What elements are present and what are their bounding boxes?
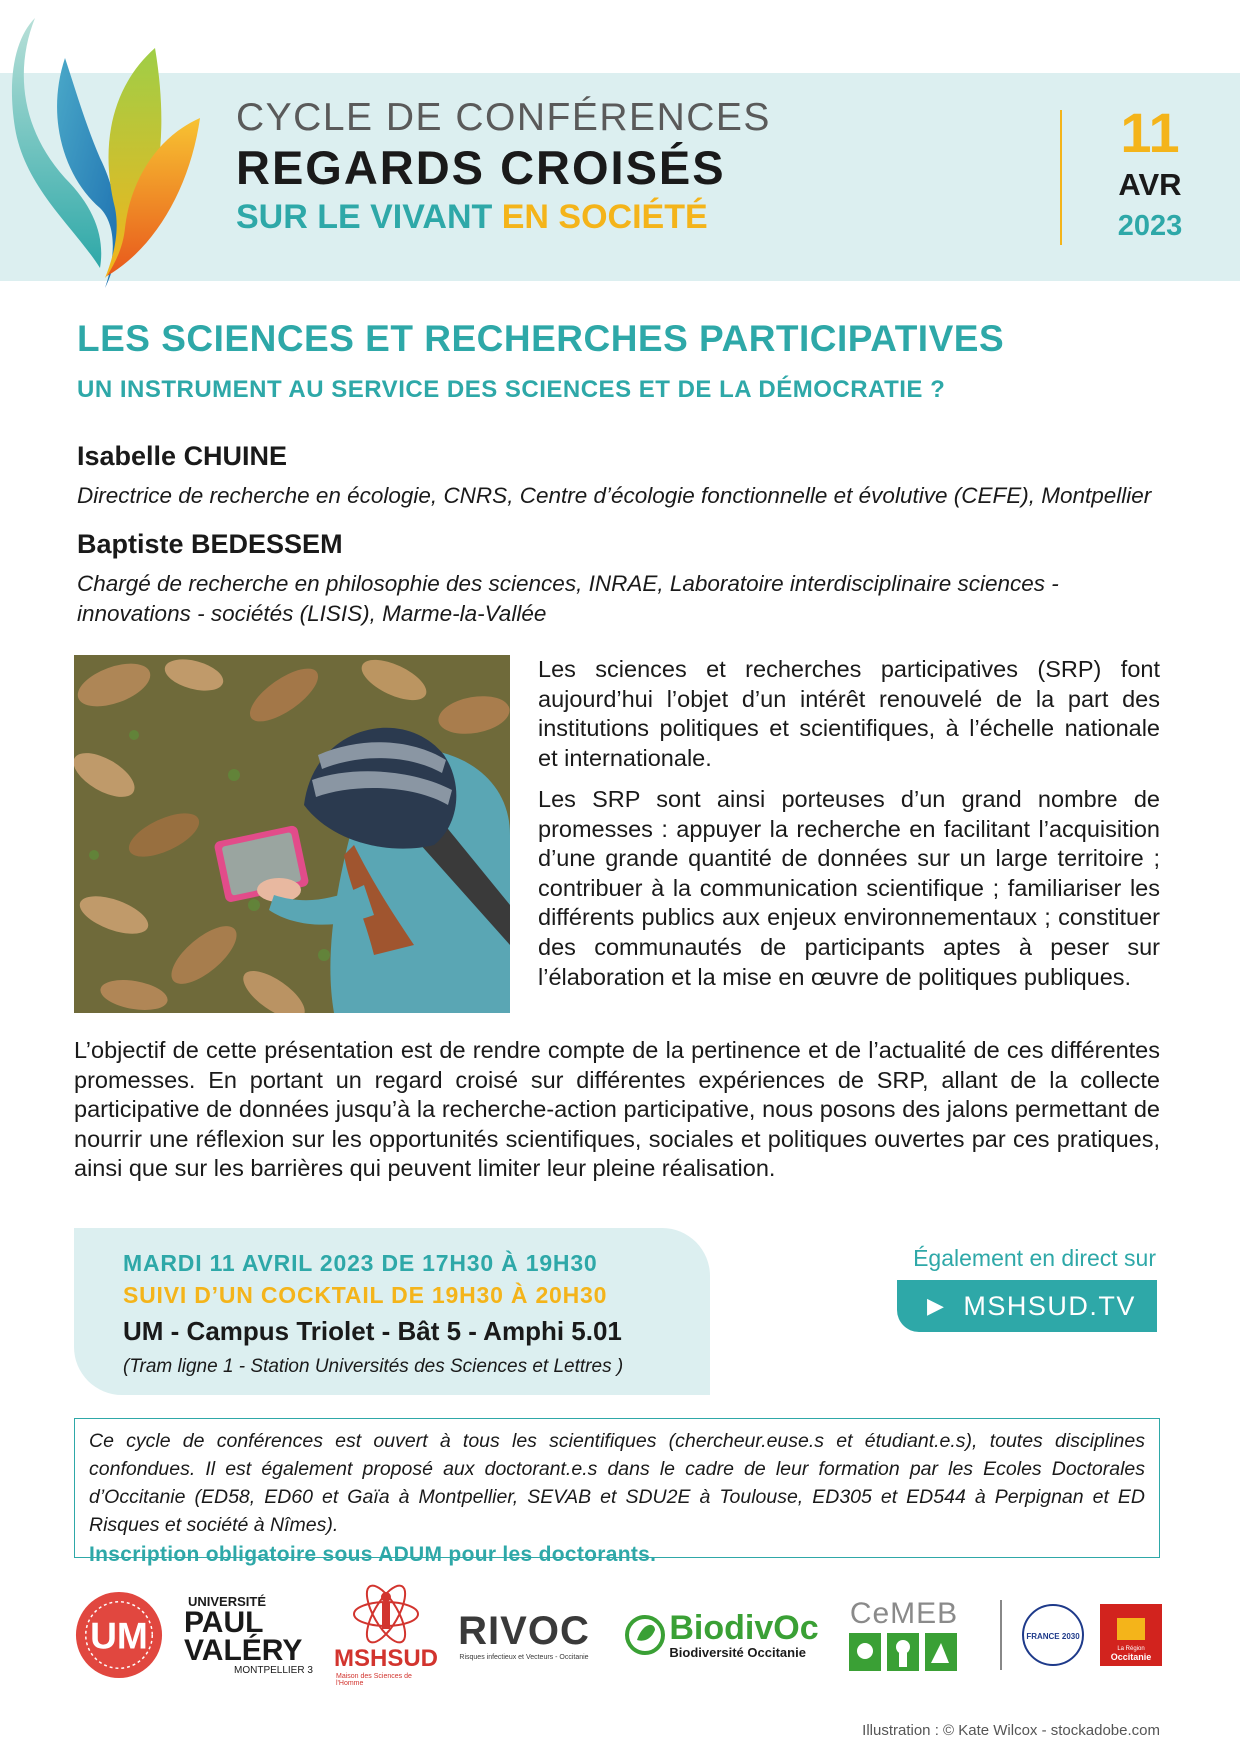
upv-main2: VALÉRY bbox=[184, 1634, 303, 1667]
upv-top: UNIVERSITÉ bbox=[188, 1594, 267, 1609]
info-box bbox=[74, 1418, 1160, 1566]
illustration-photo bbox=[74, 655, 510, 1013]
body-paragraph: Les sciences et recherches participatives (SRP) font aujourd’hui l’objet d’un intérêt renouvelé de la part des institutions politiques et scientifiques, à l’échelle nationale et internationale. bbox=[538, 656, 1160, 771]
info-registration: Inscription obligatoire sous ADUM pour les doctorants. bbox=[89, 1543, 657, 1566]
cycle-title: CYCLE DE CONFÉRENCES bbox=[236, 96, 771, 139]
mshsud-logo bbox=[334, 1580, 439, 1690]
logos-divider bbox=[1000, 1600, 1002, 1670]
speaker-name: Baptiste BEDESSEM bbox=[77, 529, 343, 559]
um-logo-text: UM bbox=[90, 1614, 148, 1657]
live-label: Également en direct sur bbox=[913, 1245, 1156, 1271]
talk-subtitle: UN INSTRUMENT AU SERVICE DES SCIENCES ET DE LA DÉMOCRATIE ? bbox=[77, 376, 946, 403]
occitanie-text: Occitanie bbox=[1110, 1652, 1152, 1662]
play-icon: ▶ bbox=[927, 1293, 946, 1318]
body-paragraph: Les SRP sont ainsi porteuses d’un grand nombre de promesses : appuyer la recherche en facilitant l’acquisition d’une grande quantité de données sur un large territoire ; contribuer à la communication scientifique ; familiariser les différents publics aux enjeux environnementaux ; constituer des communautés de participants aptes à peser sur l’élaboration et la mise en œuvre de politiques publiques. bbox=[538, 786, 1160, 990]
event-cocktail: SUIVI D’UN COCKTAIL DE 19H30 À 20H30 bbox=[123, 1282, 608, 1308]
um-logo bbox=[74, 1580, 164, 1690]
biodivoc-logo bbox=[622, 1580, 822, 1690]
france-2030-logo bbox=[1016, 1580, 1090, 1690]
cemeb-logo bbox=[844, 1580, 964, 1690]
info-text: Ce cycle de conférences est ouvert à tous les scientifiques (chercheur.euse.s et étudiant.e.s), toutes disciplines confondues. Il est également proposé aux doctorant.e.s dans le cadre de leur formation par les Ecoles Doctorales d’Occitanie (ED58, ED60 et Gaïa à Montpellier, SEVAB et SDU2E à Toulouse, ED305 et ED544 à Perpignan et ED Risques et société à Nîmes). bbox=[89, 1430, 1145, 1536]
cemeb-tiles-icon bbox=[849, 1631, 959, 1673]
leaves-logo-icon bbox=[5, 8, 205, 298]
biodivoc-text: BiodivOc bbox=[669, 1608, 819, 1647]
occitanie-cross-icon bbox=[1117, 1618, 1145, 1640]
speaker-role: Directrice de recherche en écologie, CNRS, Centre d’écologie fonctionnelle et évolutive (CEFE), Montpellier bbox=[77, 483, 1152, 508]
series-subtitle-part1: SUR LE VIVANT bbox=[236, 198, 502, 236]
france-2030-text: FRANCE 2030 bbox=[1026, 1632, 1080, 1641]
biodivoc-leaf-icon bbox=[625, 1610, 665, 1660]
event-location: UM - Campus Triolet - Bât 5 - Amphi 5.01 bbox=[123, 1316, 622, 1346]
event-transport: (Tram ligne 1 - Station Universités des Sciences et Lettres ) bbox=[123, 1356, 624, 1377]
date-day: 11 bbox=[1120, 101, 1180, 164]
mshsud-tv-button[interactable] bbox=[897, 1280, 1157, 1332]
occitanie-logo bbox=[1098, 1580, 1164, 1690]
event-datetime: MARDI 11 AVRIL 2023 DE 17H30 À 19H30 bbox=[123, 1250, 598, 1276]
cemeb-text: CeMEB bbox=[849, 1597, 959, 1630]
mshsud-text: MSHSUD bbox=[334, 1645, 439, 1672]
illustration-credit: Illustration : © Kate Wilcox - stockadobe.com bbox=[862, 1722, 1160, 1739]
speaker-name: Isabelle CHUINE bbox=[77, 441, 288, 471]
rivoc-sub: Risques infectieux et Vecteurs - Occitanie bbox=[459, 1654, 589, 1661]
partner-logos bbox=[74, 1580, 1164, 1690]
series-subtitle-part2: EN SOCIÉTÉ bbox=[501, 198, 708, 236]
rivoc-logo bbox=[454, 1580, 594, 1690]
biodivoc-sub: Biodiversité Occitanie bbox=[669, 1644, 806, 1660]
body-paragraph: L’objectif de cette présentation est de rendre compte de la pertinence et de l’actualité de ces différentes promesses. En portant un regard croisé sur différentes expériences de SRP, allant de la collecte participative de données jusqu’à la recherche-action participative, nous posons des jalons permettant de nourrir une réflexion sur les opportunités scientifiques, sociales et politiques ouvertes par ces pratiques, ainsi que sur les barrières qui peuvent limiter leur pleine réalisation. bbox=[74, 1037, 1160, 1182]
upv-main1: PAUL bbox=[184, 1606, 264, 1639]
upv-sub: MONTPELLIER 3 bbox=[234, 1665, 313, 1676]
upv-logo bbox=[184, 1580, 334, 1690]
date-year: 2023 bbox=[1117, 210, 1183, 242]
date-month: AVR bbox=[1118, 167, 1182, 202]
rivoc-text: RIVOC bbox=[458, 1609, 590, 1653]
occitanie-top: La Région bbox=[1117, 1646, 1145, 1652]
talk-title: LES SCIENCES ET RECHERCHES PARTICIPATIVES bbox=[77, 318, 1005, 359]
mshsud-sub: Maison des Sciences de l'Homme bbox=[336, 1673, 412, 1687]
series-title: REGARDS CROISÉS bbox=[236, 141, 726, 194]
live-button-label: MSHSUD.TV bbox=[963, 1290, 1136, 1321]
speaker-role: Chargé de recherche en philosophie des sciences, INRAE, Laboratoire interdisciplinaire sciences - innovations - sociétés (LISIS), Marme-la-Vallée bbox=[77, 571, 1059, 626]
series-subtitle bbox=[236, 198, 708, 237]
mshsud-figure-icon bbox=[351, 1583, 421, 1645]
